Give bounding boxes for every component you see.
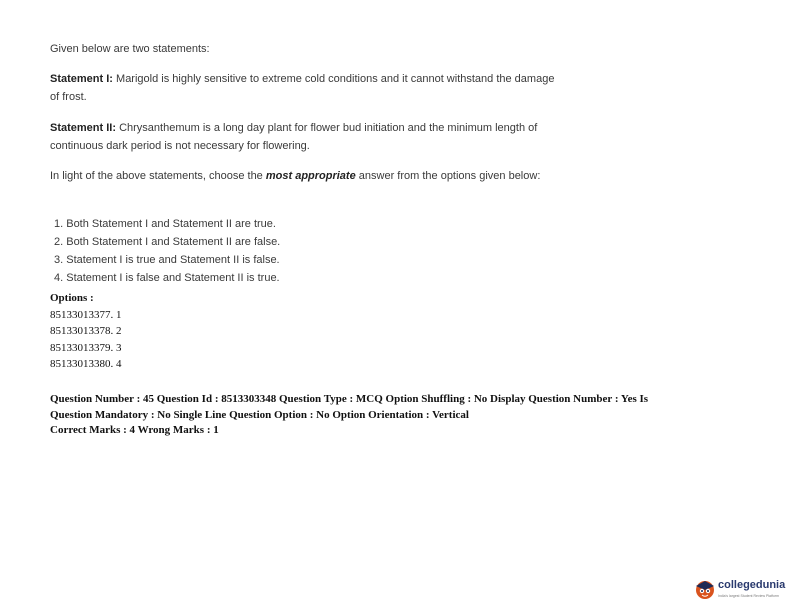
statement-2 (50, 119, 555, 155)
logo-wordmark: collegedunia (718, 579, 786, 591)
option-item: 85133013378. 2 (50, 325, 122, 337)
statement-1-text: Marigold is highly sensitive to extreme cold conditions and it cannot withstand the damage of frost. (50, 73, 555, 103)
logo-tagline: India's largest Student Review Platform (718, 594, 779, 598)
question-instruction (50, 167, 555, 185)
choice-item: 2. Both Statement I and Statement II are false. (54, 236, 281, 248)
statement-1-label: Statement I: (50, 73, 113, 85)
choice-list (54, 215, 280, 287)
metadata-line: Question Number : 45 Question Id : 8513303348 Question Type : MCQ Option Shuffling : No Display Question Number : Yes Is (50, 393, 649, 405)
statement-2-label: Statement II: (50, 122, 117, 134)
instruction-emphasis: most appropriate (265, 170, 356, 182)
option-item: 85133013379. 3 (50, 341, 122, 354)
collegedunia-logo (694, 575, 786, 605)
options-heading: Options : (50, 292, 94, 304)
choice-item: 3. Statement I is true and Statement II is false. (54, 254, 280, 266)
instruction-after: answer from the options given below: (355, 170, 541, 182)
option-item: 85133013380. 4 (50, 358, 122, 370)
option-item: 85133013377. 1 (50, 308, 122, 321)
choice-item: 4. Statement I is false and Statement II is true. (54, 272, 280, 284)
metadata-line: Correct Marks : 4 Wrong Marks : 1 (50, 424, 219, 436)
metadata-line: Question Mandatory : No Single Line Question Option : No Option Orientation : Vertical (50, 408, 469, 421)
statement-1 (50, 70, 555, 106)
question-intro: Given below are two statements: (50, 43, 210, 55)
question-metadata (50, 392, 740, 439)
graduate-cap-icon (694, 578, 716, 600)
options-block (50, 290, 122, 373)
statement-2-text: Chrysanthemum is a long day plant for flower bud initiation and the minimum length of continuous dark period is not necessary for flowering. (50, 122, 538, 152)
choice-item: 1. Both Statement I and Statement II are true. (54, 218, 276, 230)
instruction-before: In light of the above statements, choose the (50, 170, 266, 182)
